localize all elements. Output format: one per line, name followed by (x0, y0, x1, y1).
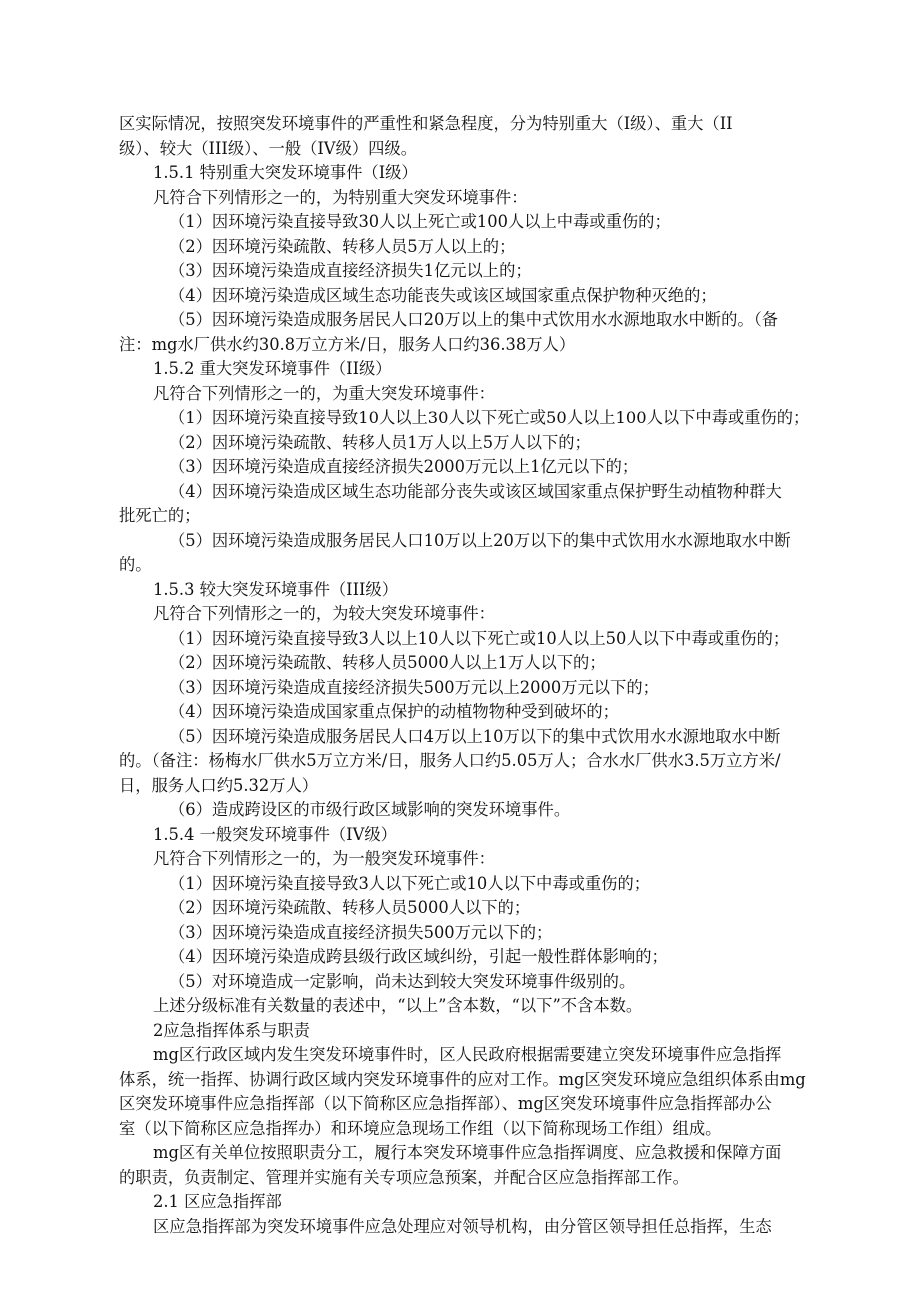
text-line: 1.5.1 特别重大突发环境事件（I级） (153, 163, 418, 182)
text-line: 的职责，负责制定、管理并实施有关专项应急预案，并配合区应急指挥部工作。 (119, 1167, 689, 1187)
text-line: （2）因环境污染疏散、转移人员5000人以下的； (169, 898, 531, 917)
text-line: 的。（备注：杨梅水厂供水5万立方米/日，服务人口约5.05万人；合水水厂供水3.5万立方米/ (119, 751, 781, 770)
text-line: 上述分级标准有关数量的表述中，“以上”含本数，“以下”不含本数。 (153, 996, 643, 1015)
text-line: 区实际情况，按照突发环境事件的严重性和紧急程度，分为特别重大（I级）、重大（II (119, 114, 733, 133)
text-line: 凡符合下列情形之一的，为较大突发环境事件： (153, 604, 495, 623)
text-line: （2）因环境污染疏散、转移人员1万人以上5万人以下的； (169, 432, 591, 452)
text-line: 凡符合下列情形之一的，为特别重大突发环境事件： (153, 187, 528, 207)
text-line: 体系，统一指挥、协调行政区域内突发环境事件的应对工作。mg区突发环境应急组织体系由mg (119, 1069, 806, 1089)
text-line: （3）因环境污染造成直接经济损失500万元以上2000万元以下的； (169, 677, 659, 697)
text-line: （4）因环境污染造成区域生态功能部分丧失或该区域国家重点保护野生动植物种群大 (169, 481, 782, 501)
text-line: （4）因环境污染造成区域生态功能丧失或该区域国家重点保护物种灭绝的； (169, 285, 717, 305)
text-line: （3）因环境污染造成直接经济损失500万元以下的； (169, 922, 553, 942)
text-line: 的。 (119, 555, 152, 574)
text-line: （1）因环境污染直接导致10人以上30人以下死亡或50人以上100人以下中毒或重伤的； (169, 408, 810, 427)
text-line: （5）因环境污染造成服务居民人口20万以上的集中式饮用水水源地取水中断的。（备 (169, 310, 779, 329)
text-line: （5）因环境污染造成服务居民人口10万以上20万以下的集中式饮用水水源地取水中断 (169, 530, 791, 550)
text-line: （1）因环境污染直接导致30人以上死亡或100人以上中毒或重伤的； (169, 212, 671, 231)
text-line: （3）因环境污染造成直接经济损失2000万元以上1亿元以下的； (169, 457, 639, 476)
text-line: 凡符合下列情形之一的，为重大突发环境事件： (153, 383, 495, 403)
text-line: （4）因环境污染造成国家重点保护的动植物物种受到破坏的； (169, 702, 619, 721)
text-line: （6）造成跨设区的市级行政区域影响的突发环境事件。 (169, 800, 571, 819)
text-line: 2应急指挥体系与职责 (153, 1020, 310, 1040)
text-line: mg区有关单位按照职责分工，履行本突发环境事件应急指挥调度、应急救援和保障方面 (153, 1143, 782, 1162)
text-line: （4）因环境污染造成跨县级行政区域纠纷，引起一般性群体影响的； (169, 947, 668, 966)
text-line: （3）因环境污染造成直接经济损失1亿元以上的； (169, 261, 532, 280)
text-line: mg区行政区域内发生突发环境事件时，区人民政府根据需要建立突发环境事件应急指挥 (153, 1045, 782, 1064)
text-line: 室（以下简称区应急指挥办）和环境应急现场工作组（以下简称现场工作组）组成。 (119, 1118, 722, 1138)
text-line: 1.5.4 一般突发环境事件（IV级） (153, 824, 397, 844)
text-line: 区突发环境事件应急指挥部（以下简称区应急指挥部）、mg区突发环境事件应急指挥部办公 (119, 1094, 772, 1113)
document-body (119, 112, 809, 1239)
text-line: 2.1 区应急指挥部 (153, 1192, 282, 1211)
text-line: （1）因环境污染直接导致3人以上10人以下死亡或10人以上50人以下中毒或重伤的； (169, 628, 790, 648)
text-line: 级）、较大（III级）、一般（IV级）四级。 (119, 138, 417, 158)
text-line: （5）因环境污染造成服务居民人口4万以上10万以下的集中式饮用水水源地取水中断 (169, 726, 781, 746)
text-line: 区应急指挥部为突发环境事件应急处理应对领导机构，由分管区领导担任总指挥，生态 (153, 1216, 772, 1236)
text-line: （1）因环境污染直接导致3人以下死亡或10人以下中毒或重伤的； (169, 873, 651, 893)
text-line: 1.5.3 较大突发环境事件（III级） (153, 579, 398, 599)
text-line: 批死亡的； (119, 506, 201, 525)
text-line: （5）对环境造成一定影响，尚未达到较大突发环境事件级别的。 (169, 971, 636, 991)
text-line: （2）因环境污染疏散、转移人员5万人以上的； (169, 236, 516, 256)
text-line: 1.5.2 重大突发环境事件（II级） (153, 359, 392, 378)
text-line: 日，服务人口约5.32万人） (119, 775, 319, 795)
text-line: （2）因环境污染疏散、转移人员5000人以上1万人以下的； (169, 653, 606, 672)
text-line: 凡符合下列情形之一的，为一般突发环境事件： (153, 849, 495, 868)
text-line: 注：mg水厂供水约30.8万立方米/日，服务人口约36.38万人） (119, 334, 576, 354)
